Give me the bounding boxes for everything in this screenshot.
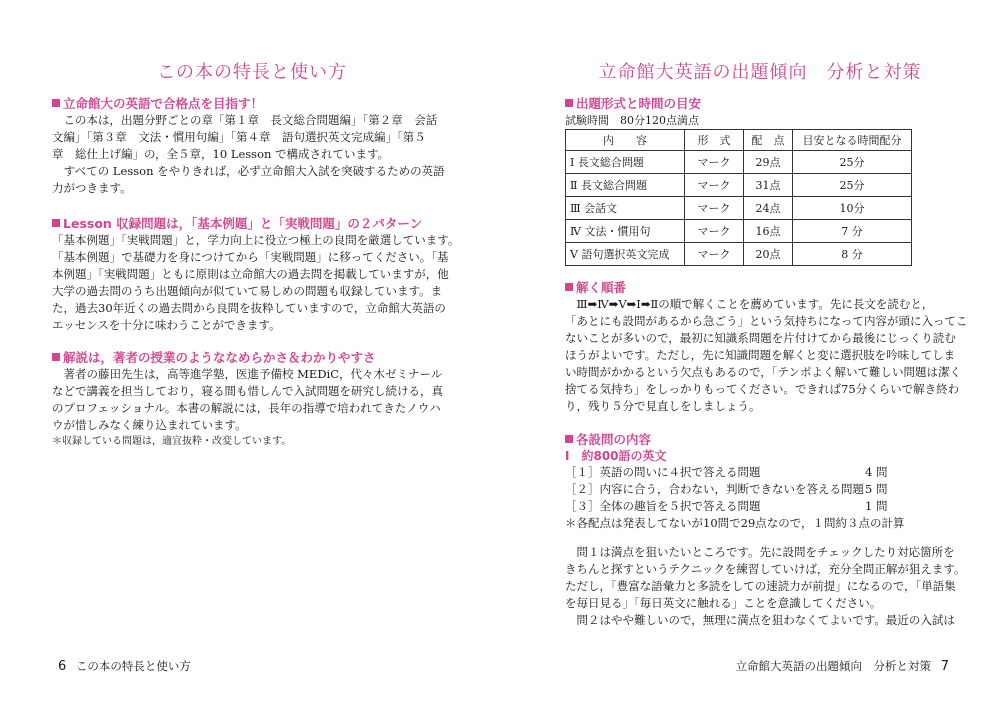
table-cell: Ⅲ 会話文: [566, 197, 685, 220]
paragraph-line: 「基本例題」で基礎力を身につけてから「実戦問題」に移ってください。「基: [52, 250, 449, 264]
square-bullet-icon: [52, 219, 60, 227]
paragraph-line: などで講義を担当しており，寝る間も惜しんで入試問題を研究し続ける，真: [52, 384, 443, 398]
paragraph-line: い時間がかかるという欠点もあるので，「テンポよく解いて難しい問題は潔く: [565, 365, 961, 379]
paragraph-line: 大学の過去問のうち出題傾向が似ていて易しめの問題も収録しています。ま: [52, 284, 443, 298]
paragraph-line: 「基本例題」「実戦問題」と，学力向上に役立つ極上の良問を厳選しています。: [52, 233, 460, 247]
section-heading: 立命館大の英語で合格点を目指す！: [52, 96, 452, 112]
table-cell: 24点: [744, 197, 793, 220]
left-page: [52, 0, 460, 709]
table-row: [566, 151, 912, 174]
footnote: ＊収録している問題は，適宜抜粋・改変しています。: [52, 436, 292, 447]
table-cell: マーク: [685, 243, 744, 266]
paragraph-line: 章 総仕上げ編」の，全５章，10 Lesson で構成されています。: [52, 147, 390, 161]
section-heading: 出題形式と時間の目安: [565, 96, 955, 112]
paragraph-line: 本例題」「実戦問題」ともに原則は立命館大の過去問を掲載していますが，他: [52, 267, 449, 281]
table-cell: Ⅱ 長文総合問題: [566, 174, 685, 197]
square-bullet-icon: [52, 353, 60, 361]
table-cell: Ⅴ 語句選択英文完成: [566, 243, 685, 266]
section-heading: 解説は，著者の授業のようななめらかさ＆わかりやすさ: [52, 350, 452, 366]
table-cell: 29点: [744, 151, 793, 174]
section-explanation: [52, 350, 452, 449]
section-heading: 解く順番: [565, 280, 955, 296]
left-footer: [52, 658, 191, 674]
footer-title: 立命館大英語の出題傾向 分析と対策: [735, 659, 932, 673]
question-item: ［１］英語の問いに４択で答える問題 4 問: [565, 465, 888, 479]
footer-title: この本の特長と使い方: [75, 659, 191, 673]
sub-heading: Ⅰ 約800語の英文: [565, 449, 667, 463]
paragraph-line: 問１は満点を狙いたいところです。先に設問をチェックしたり対応箇所を: [565, 545, 955, 559]
exam-format-table: [565, 129, 912, 266]
paragraph-line: のプロフェッショナル。本書の解説には，長年の指導で培われてきたノウハ: [52, 401, 441, 415]
section-lesson: [52, 216, 460, 334]
paragraph-line: 著者の藤田先生は，高等進学塾，医進予備校 MEDiC，代々木ゼミナール: [52, 367, 443, 381]
table-cell: マーク: [685, 151, 744, 174]
table-row: [566, 174, 912, 197]
square-bullet-icon: [565, 99, 573, 107]
table-cell: 31点: [744, 174, 793, 197]
paragraph-line: 捨てる気持ち」をしっかりもってください。できれば75分くらいで解き終わ: [565, 382, 960, 396]
table-cell: マーク: [685, 220, 744, 243]
column-header: 目安となる時間配分: [793, 130, 912, 151]
table-row: [566, 243, 912, 266]
table-cell: 10分: [793, 197, 912, 220]
table-cell: 20点: [744, 243, 793, 266]
column-header: 内 容: [566, 130, 685, 151]
section-heading: 各設問の内容: [565, 432, 955, 448]
left-page-title: この本の特長と使い方: [157, 62, 347, 83]
paragraph-line: ないことが多いので，最初に知識系問題を片付けてから最後にじっくり読む: [565, 331, 956, 345]
question-item: ［３］全体の趣旨を５択で答える問題 1 問: [565, 499, 888, 513]
paragraph-line: すべての Lesson をやりきれば，必ず立命館大入試を突破するための英語: [52, 164, 445, 178]
table-cell: Ⅰ 長文総合問題: [566, 151, 685, 174]
footnote: ＊各配点は発表してないが10問で29点なので，１問約３点の計算: [565, 516, 905, 530]
paragraph-line: り，残り５分で見直しをしましょう。: [565, 399, 761, 413]
table-row: [566, 220, 912, 243]
table-cell: Ⅳ 文法・慣用句: [566, 220, 685, 243]
paragraph-line: きちんと探すというテクニックを練習していけば，充分全問正解が狙えます。: [565, 562, 966, 576]
question-item: ［２］内容に合う，合わない，判断できないを答える問題 5 問: [565, 482, 888, 496]
table-cell: マーク: [685, 174, 744, 197]
table-row: [566, 197, 912, 220]
section-contents: [565, 432, 966, 629]
column-header: 配 点: [744, 130, 793, 151]
right-page: [565, 0, 968, 709]
page-number: 7: [940, 659, 949, 674]
table-cell: 7 分: [793, 220, 912, 243]
page-number: 6: [58, 659, 67, 674]
table-cell: マーク: [685, 197, 744, 220]
table-cell: 8 分: [793, 243, 912, 266]
square-bullet-icon: [565, 435, 573, 443]
section-order: [565, 280, 968, 415]
square-bullet-icon: [565, 283, 573, 291]
paragraph-line: この本は，出題分野ごとの章「第１章 長文総合問題編」「第２章 会話: [52, 113, 438, 127]
paragraph-line: 文編」「第３章 文法・慣用句編」「第４章 語句選択英文完成編」「第５: [52, 130, 426, 144]
right-footer: [736, 658, 955, 674]
table-header-row: [566, 130, 912, 151]
paragraph-line: エッセンスを十分に味わうことができます。: [52, 318, 281, 332]
column-header: 形 式: [685, 130, 744, 151]
paragraph-line: 問２はやや難しいので，無理に満点を狙わなくてよいです。最近の入試は: [565, 613, 955, 627]
section-heading: Lesson 収録問題は，「基本例題」と「実戦問題」の２パターン: [52, 216, 452, 232]
paragraph-line: 力がつきます。: [52, 181, 132, 195]
paragraph-line: ただし，「豊富な語彙力と多読をしての速読力が前提」になるので，「単語集: [565, 579, 956, 593]
section-goal: [52, 96, 452, 197]
paragraph-line: を毎日見る」「毎日英文に触れる」ことを意識してください。: [565, 596, 882, 610]
paragraph-line: た，過去30年近くの過去問から良問を抜粋していますので，立命館大英語の: [52, 301, 446, 315]
table-cell: 25分: [793, 151, 912, 174]
exam-info: 試験時間 80分120点満点: [565, 114, 699, 127]
table-cell: 16点: [744, 220, 793, 243]
paragraph-line: 「あとにも設問があるから急ごう」という気持ちになって内容が頭に入ってこ: [565, 314, 968, 328]
paragraph-line: ほうがよいです。ただし，先に知識問題を解くと変に選択肢を吟味してしま: [565, 348, 956, 362]
right-page-title: 立命館大英語の出題傾向 分析と対策: [598, 62, 922, 83]
section-format: [565, 96, 955, 266]
table-cell: 25分: [793, 174, 912, 197]
spacer: [565, 532, 955, 544]
paragraph-line: Ⅲ➡Ⅳ➡Ⅴ➡Ⅰ➡Ⅱの順で解くことを薦めています。先に長文を読むと，: [565, 297, 934, 311]
paragraph-line: ウが惜しみなく練り込まれています。: [52, 418, 247, 432]
square-bullet-icon: [52, 99, 60, 107]
